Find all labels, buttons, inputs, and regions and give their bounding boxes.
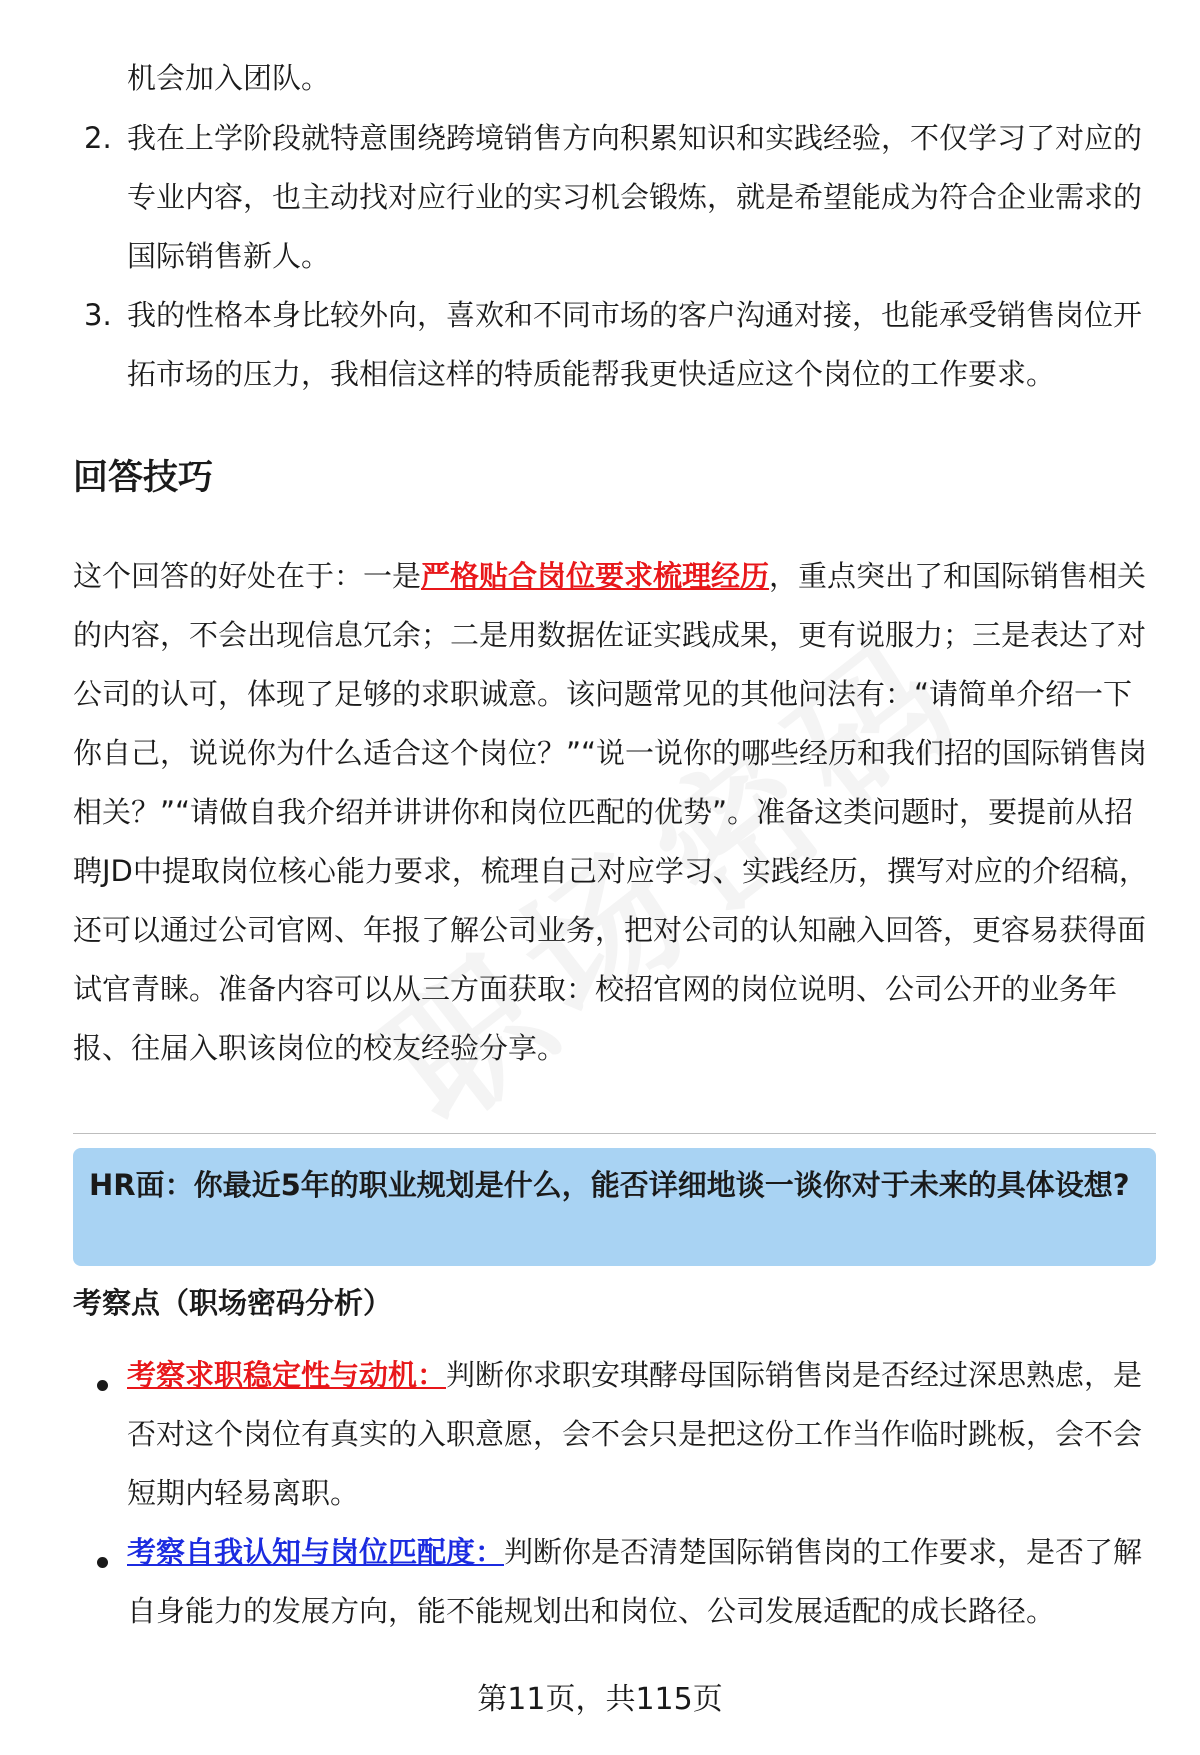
tips-heading: 回答技巧	[73, 458, 214, 498]
list-number-3: 3.	[84, 298, 112, 332]
section-divider	[73, 1133, 1156, 1134]
tips-paragraph	[73, 547, 1158, 1078]
analysis-bullet-1	[127, 1346, 1157, 1523]
question-text: HR面：你最近5年的职业规划是什么，能否详细地谈一谈你对于未来的具体设想?	[89, 1168, 1130, 1202]
bullet-dot	[97, 1557, 108, 1568]
question-box	[73, 1148, 1156, 1266]
bullet-1-label: 考察求职稳定性与动机：	[127, 1358, 447, 1392]
bullet-1-text: 判断你求职安琪酵母国际销售岗是否经过深思熟虑，是否对这个岗位有真实的入职意愿，会不会只是把这份工作当作临时跳板，会不会短期内轻易离职。	[127, 1358, 1143, 1510]
bullet-dot	[97, 1380, 108, 1391]
tips-highlight: 严格贴合岗位要求梳理经历	[421, 559, 770, 593]
tips-text-after: ，重点突出了和国际销售相关的内容，不会出现信息冗余；二是用数据佐证实践成果，更有说服力；三是表达了对公司的认可，体现了足够的求职诚意。该问题常见的其他问法有：“请简单介绍一下你自己，说说你为什么适合这个岗位？”“说一说你的哪些经历和我们招的国际销售岗相关？”“请做自我介绍并讲讲你和岗位匹配的优势”。准备这类问题时，要提前从招聘JD中提取岗位核心能力要求，梳理自己对应学习、实践经历，撰写对应的介绍稿，还可以通过公司官网、年报了解公司业务，把对公司的认知融入回答，更容易获得面试官青睐。准备内容可以从三方面获取：校招官网的岗位说明、公司公开的业务年报、往届入职该岗位的校友经验分享。	[73, 559, 1148, 1065]
page-number: 第11页，共115页	[477, 1682, 723, 1717]
list-item-3: 我的性格本身比较外向，喜欢和不同市场的客户沟通对接，也能承受销售岗位开拓市场的压力，我相信这样的特质能帮我更快适应这个岗位的工作要求。	[127, 298, 1143, 391]
analysis-heading: 考察点（职场密码分析）	[73, 1286, 393, 1320]
tips-text-before: 这个回答的好处在于：一是	[73, 559, 422, 593]
list-item-1-tail: 机会加入团队。	[127, 61, 331, 95]
bullet-2-label: 考察自我认知与岗位匹配度：	[127, 1535, 505, 1569]
analysis-bullet-2	[127, 1523, 1157, 1641]
bullet-2-text: 判断你是否清楚国际销售岗的工作要求，是否了解自身能力的发展方向，能不能规划出和岗位、公司发展适配的成长路径。	[127, 1535, 1143, 1628]
list-item-2: 我在上学阶段就特意围绕跨境销售方向积累知识和实践经验，不仅学习了对应的专业内容，也主动找对应行业的实习机会锻炼，就是希望能成为符合企业需求的国际销售新人。	[127, 121, 1143, 273]
list-number-2: 2.	[84, 121, 112, 155]
